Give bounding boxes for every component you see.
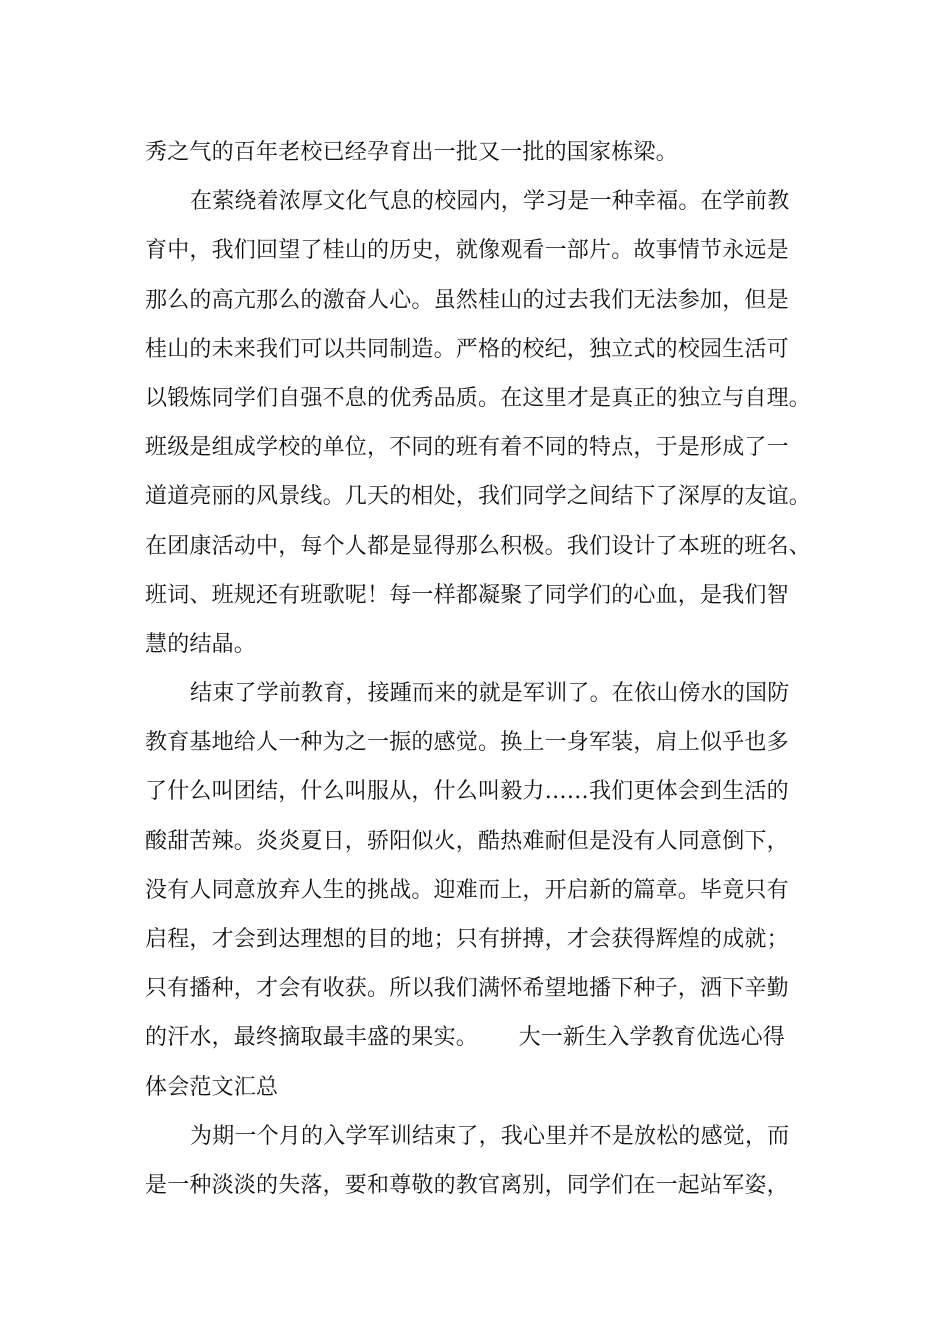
text-line: 启程，才会到达理想的目的地；只有拼搏，才会获得辉煌的成就； [145,927,789,952]
text-line: 在团康活动中，每个人都是显得那么积极。我们设计了本班的班名、 [145,533,812,559]
text-line: 那么的高亢那么的激奋人心。虽然桂山的过去我们无法参加，但是 [145,287,789,313]
text-line: 道道亮丽的风景线。几天的相处，我们同学之间结下了深厚的友谊。 [145,484,812,510]
text-line: 教育基地给人一种为之一振的感觉。换上一身军装，肩上似乎也多 [145,730,789,756]
text-line: 只有播种，才会有收获。所以我们满怀希望地播下种子，洒下辛勤 [145,976,789,1002]
text-line: 秀之气的百年老校已经孕育出一批又一批的国家栋梁。 [145,140,678,165]
text-line: 慧的结晶。 [145,631,257,657]
text-line: 没有人同意放弃人生的挑战。迎难而上，开启新的篇章。毕竟只有 [145,877,789,903]
text-line: 以锻炼同学们自强不息的优秀品质。在这里才是真正的独立与自理。 [145,385,812,411]
text-line: 结束了学前教育，接踵而来的就是军训了。在依山傍水的国防 [190,681,790,707]
document-body [0,128,950,1210]
text-line: 体会范文汇总 [145,1074,279,1100]
text-line: 育中，我们回望了桂山的历史，就像观看一部片。故事情节永远是 [145,238,789,264]
text-line: 班级是组成学校的单位，不同的班有着不同的特点，于是形成了一 [145,435,789,461]
text-line: 在萦绕着浓厚文化气息的校园内，学习是一种幸福。在学前教 [190,189,790,215]
text-line: 酸甜苦辣。炎炎夏日，骄阳似火，酷热难耐但是没有人同意倒下， [145,828,789,854]
text-line: 的汗水，最终摘取最丰盛的果实。 大一新生入学教育优选心得 [145,1025,785,1051]
text-line: 了什么叫团结，什么叫服从，什么叫毅力……我们更体会到生活的 [145,779,789,805]
text-line: 是一种淡淡的失落，要和尊敬的教官离别，同学们在一起站军姿， [145,1172,789,1198]
text-line: 班词、班规还有班歌呢！每一样都凝聚了同学们的心血，是我们智 [145,582,789,608]
text-line: 桂山的未来我们可以共同制造。严格的校纪，独立式的校园生活可 [145,336,789,362]
text-line: 为期一个月的入学军训结束了，我心里并不是放松的感觉，而 [190,1123,790,1149]
